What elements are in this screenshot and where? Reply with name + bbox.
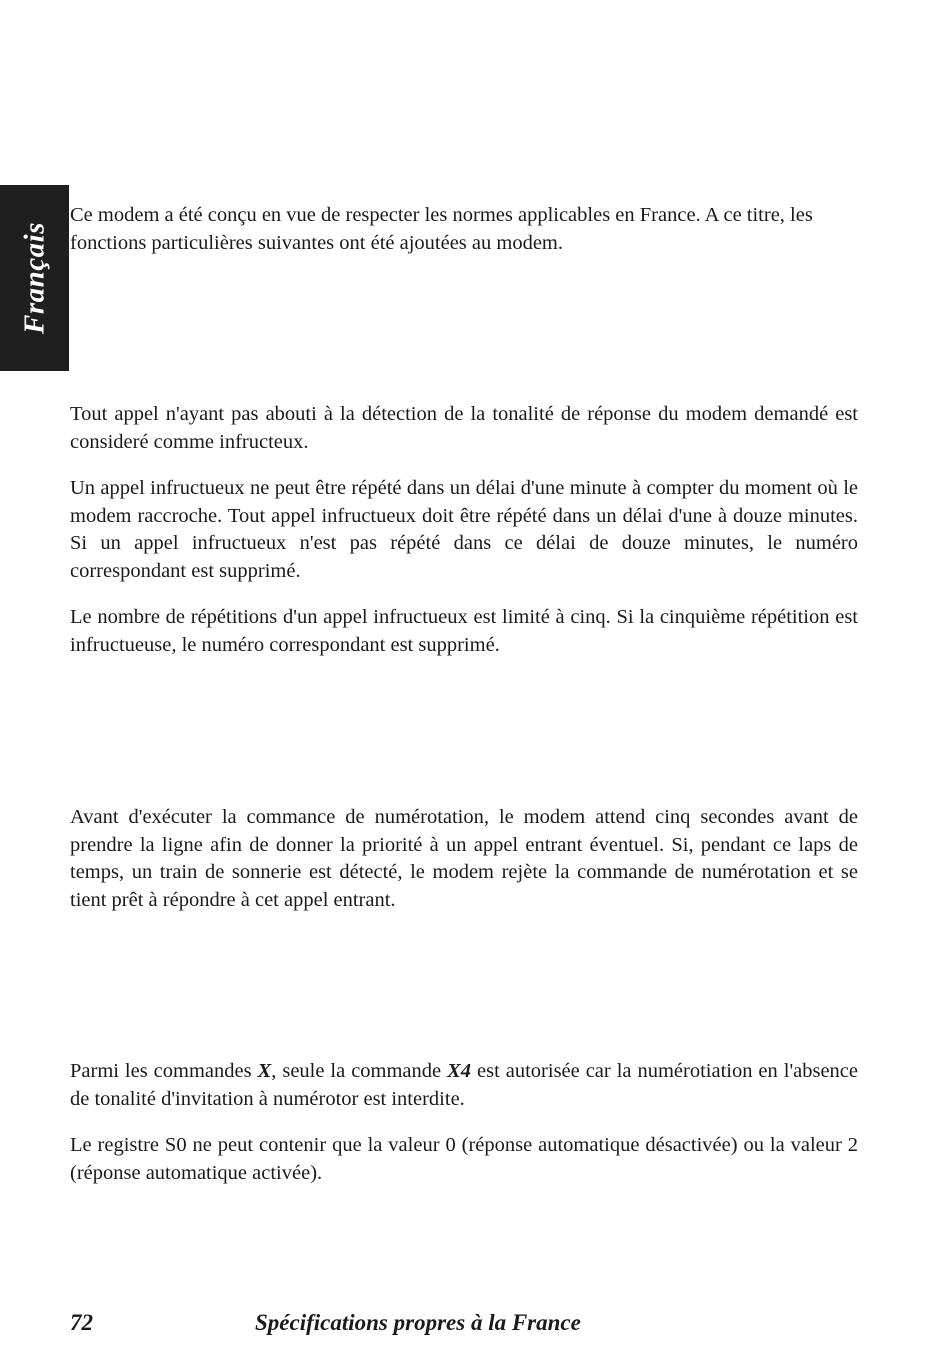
x-commands-paragraph [70, 1058, 858, 1113]
x-command-name: X [257, 1060, 272, 1082]
x-commands-text-2: , seule la commande [271, 1060, 448, 1082]
failed-call-definition-paragraph: Tout appel n'ayant pas abouti à la détection de la tonalité de réponse du modem demandé est consideré comme infructeux. [70, 403, 858, 453]
language-tab-label: Français [18, 222, 50, 334]
x4-command-name: X4 [447, 1060, 472, 1082]
s0-register-paragraph: Le registre S0 ne peut contenir que la valeur 0 (réponse automatique désactivée) ou la valeur 2 (réponse automatique activée). [70, 1134, 858, 1184]
x-commands-text-1: Parmi les commandes [70, 1060, 258, 1082]
failed-call-limit-paragraph: Le nombre de répétitions d'un appel infructueux est limité à cinq. Si la cinquième répétition est infructueuse, le numéro correspondant est supprimé. [70, 606, 858, 656]
failed-call-repeat-paragraph: Un appel infructueux ne peut être répété dans un délai d'une minute à compter du moment où le modem raccroche. Tout appel infructueux doit être répété dans un délai d'une à douze minutes. Si un appel infructueux n'est pas répété dans ce délai de douze minutes, le numéro correspondant est supprimé. [70, 477, 858, 582]
language-side-tab [0, 185, 69, 371]
page-number: 72 [70, 1310, 93, 1335]
dial-delay-paragraph: Avant d'exécuter la commance de numérotation, le modem attend cinq secondes avant de prendre la ligne afin de donner la priorité à un appel entrant éventuel. Si, pendant ce laps de temps, un train de sonnerie est détecté, le modem rejète la commande de numérotation et se tient prêt à répondre à cet appel entrant. [70, 806, 858, 911]
intro-paragraph: Ce modem a été conçu en vue de respecter les normes applicables en France. A ce titre, les fonctions particulières suivantes ont été ajoutées au modem. [70, 204, 813, 254]
x-commands-text-3: est autorisée car la numérotiation en l'absence de tonalité d'invitation à numérotor est interdite. [70, 1060, 859, 1110]
footer-title: Spécifications propres à la France [255, 1310, 581, 1335]
